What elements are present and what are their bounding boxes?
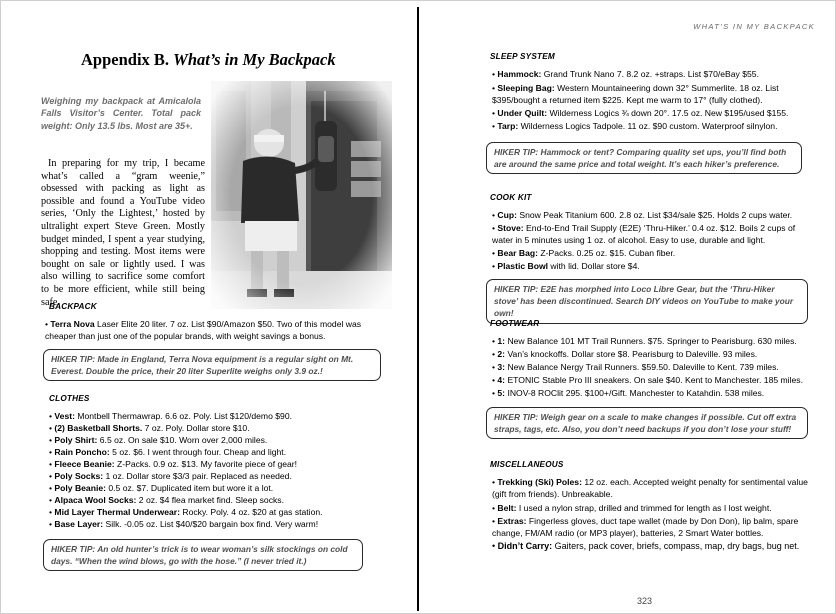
item-name: 5: [497,388,506,398]
list-item: • Didn’t Carry: Gaiters, pack cover, briefs, compass, map, dry bags, bug net. [492,541,800,551]
item-name: Terra Nova [50,319,95,329]
title-main: Appendix B. [81,50,174,69]
photo-caption: Weighing my backpack at Amicalola Falls Visitor’s Center. Total pack weight: Only 13.5 lbs. Most are 35+. [41,96,201,131]
item-name: 2: [497,349,506,359]
list-item: • Sleeping Bag: Western Mountaineering down 32° Summerlite. 18 oz. List $395/bought a returned item $225. Kept me warm to 17° (fully clothed). [492,83,779,105]
item-text: Rocky. Poly. 4 oz. $20 at gas station. [180,507,323,517]
hiker-tip-box: HIKER TIP: An old hunter’s trick is to wear woman’s silk stockings on cold days. “When the wind blows, go with the hose.” (I never tried it.) [43,539,363,571]
item-name: Belt: [497,503,517,513]
item-text: Montbell Thermawrap. 6.6 oz. Poly. List $120/demo $90. [74,411,292,421]
page-title [81,50,361,70]
clothes-heading: CLOTHES [49,394,90,403]
list-item: • Fleece Beanie: Z-Packs. 0.9 oz. $13. My favorite piece of gear! [49,459,298,469]
item-name: Didn’t Carry: [497,541,553,551]
item-name: Tarp: [497,121,519,131]
item-name: Sleeping Bag: [497,83,555,93]
item-name: Rain Poncho: [54,447,110,457]
list-item: • Mid Layer Thermal Underwear: Rocky. Poly. 4 oz. $20 at gas station. [49,507,323,517]
list-item: • 4: ETONIC Stable Pro III sneakers. On sale $40. Kent to Manchester. 185 miles. [492,375,803,385]
list-item: • 1: New Balance 101 MT Trail Runners. $75. Springer to Pearisburg. 630 miles. [492,336,797,346]
item-text: 7 oz. Poly. Dollar store $10. [142,423,250,433]
list-item: • Poly Beanie: 0.5 oz. $7. Duplicated item but wore it a lot. [49,483,274,493]
item-text: End-to-End Trail Supply (E2E) ‘Thru-Hiker.’ 0.4 oz. $12. Boils 2 cups of water in 5 minutes using 1 oz. of alcohol. Easy to use, durable and light. [492,223,796,245]
list-item: • Cup: Snow Peak Titanium 600. 2.8 oz. List $34/sale $25. Holds 2 cups water. [492,210,793,220]
item-name: Alpaca Wool Socks: [54,495,137,505]
list-item: • Alpaca Wool Socks: 2 oz. $4 flea market find. Sleep socks. [49,495,284,505]
item-text: Silk. -0.05 oz. List $40/$20 bargain box find. Very warm! [103,519,319,529]
list-item: • Belt: I used a nylon strap, drilled and trimmed for length as I lost weight. [492,503,772,513]
hiker-tip-box: HIKER TIP: Made in England, Terra Nova equipment is a regular sight on Mt. Everest. Double the price, their 20 liter Superlite weighs only 3.9 oz.! [43,349,381,381]
item-text: 6.5 oz. On sale $10. Worn over 2,000 miles. [97,435,268,445]
item-name: Poly Socks: [54,471,104,481]
footwear-heading: FOOTWEAR [490,319,540,328]
list-item: • Vest: Montbell Thermawrap. 6.6 oz. Poly. List $120/demo $90. [49,411,292,421]
running-head: WHAT’S IN MY BACKPACK [693,22,815,31]
item-text: 2 oz. $4 flea market find. Sleep socks. [136,495,284,505]
item-text: ETONIC Stable Pro III sneakers. On sale $40. Kent to Manchester. 185 miles. [505,375,803,385]
item-name: Vest: [54,411,75,421]
cook-kit-heading: COOK KIT [490,193,532,202]
item-name: Trekking (Ski) Poles: [497,477,582,487]
backpack-heading: BACKPACK [49,302,97,311]
item-text: Fingerless gloves, duct tape wallet (made by Don Don), lip balm, spare change, FM/AM radio (or MP3 player), batteries, 2 Smart Water bottles. [492,516,799,538]
title-emphasis: What’s in My Backpack [173,50,336,69]
item-name: Extras: [497,516,527,526]
item-text: 0.5 oz. $7. Duplicated item but wore it a lot. [106,483,274,493]
item-text: Wilderness Logics Tadpole. 11 oz. $90 custom. Waterproof silnylon. [518,121,778,131]
item-text: New Balance 101 MT Trail Runners. $75. Springer to Pearisburg. 630 miles. [505,336,797,346]
item-text: Gaiters, pack cover, briefs, compass, map, dry bags, bug net. [552,541,800,551]
item-name: Stove: [497,223,524,233]
item-text: Wilderness Logics ¾ down 20°. 17.5 oz. New $195/used $155. [547,108,789,118]
list-item: • Base Layer: Silk. -0.05 oz. List $40/$20 bargain box find. Very warm! [49,519,319,529]
item-name: (2) Basketball Shorts. [54,423,143,433]
list-item: • Under Quilt: Wilderness Logics ¾ down 20°. 17.5 oz. New $195/used $155. [492,108,789,118]
item-text: New Balance Nergy Trail Runners. $59.50. Daleville to Kent. 739 miles. [505,362,779,372]
item-text: Z-Packs. 0.9 oz. $13. My favorite piece of gear! [114,459,298,469]
list-item: • Bear Bag: Z-Packs. 0.25 oz. $15. Cuban fiber. [492,248,676,258]
item-text: Z-Packs. 0.25 oz. $15. Cuban fiber. [538,248,676,258]
item-name: Cup: [497,210,517,220]
item-name: 3: [497,362,506,372]
item-name: 4: [497,375,506,385]
item-name: Under Quilt: [497,108,548,118]
left-page [1,1,417,614]
item-name: Hammock: [497,69,542,79]
item-text: 12 oz. each. Accepted weight penalty for sentimental value (gift from friends). Unbreakable. [492,477,808,499]
right-page [419,1,836,614]
list-item: • Poly Shirt: 6.5 oz. On sale $10. Worn over 2,000 miles. [49,435,268,445]
backpack-photo [211,81,392,309]
item-name: Fleece Beanie: [54,459,115,469]
miscellaneous-heading: MISCELLANEOUS [490,460,564,469]
item-name: Poly Beanie: [54,483,106,493]
hiker-tip-box: HIKER TIP: Weigh gear on a scale to make changes if possible. Cut off extra straps, tags, etc. Also, you don’t need backups if you don’t lose your stuff! [486,407,808,439]
list-item: • (2) Basketball Shorts. 7 oz. Poly. Dollar store $10. [49,423,250,433]
item-text: Snow Peak Titanium 600. 2.8 oz. List $34/sale $25. Holds 2 cups water. [516,210,793,220]
item-name: Base Layer: [54,519,104,529]
item-text: Van’s knockoffs. Dollar store $8. Pearisburg to Daleville. 93 miles. [505,349,758,359]
item-name: Bear Bag: [497,248,538,258]
list-item: • 3: New Balance Nergy Trail Runners. $59.50. Daleville to Kent. 739 miles. [492,362,779,372]
list-item: • 2: Van’s knockoffs. Dollar store $8. Pearisburg to Daleville. 93 miles. [492,349,758,359]
list-item: • Hammock: Grand Trunk Nano 7. 8.2 oz. +straps. List $70/eBay $55. [492,69,759,79]
item-text: 5 oz. $6. I went through four. Cheap and light. [109,447,287,457]
sleep-system-heading: SLEEP SYSTEM [490,52,555,61]
list-item: • 5: INOV-8 ROClit 295. $100+/Gift. Manchester to Katahdin. 538 miles. [492,388,765,398]
item-name: Mid Layer Thermal Underwear: [54,507,181,517]
item-text: Grand Trunk Nano 7. 8.2 oz. +straps. List $70/eBay $55. [541,69,759,79]
list-item: • Stove: End-to-End Trail Supply (E2E) ‘Thru-Hiker.’ 0.4 oz. $12. Boils 2 cups of water in 5 minutes using 1 oz. of alcohol. Easy to use, durable and light. [492,223,796,245]
hiker-weighing-backpack-photo [211,81,392,309]
item-name: Plastic Bowl [497,261,549,271]
list-item: • Poly Socks: 1 oz. Dollar store $3/3 pair. Replaced as needed. [49,471,292,481]
item-text: I used a nylon strap, drilled and trimmed for length as I lost weight. [516,503,772,513]
page-number: 323 [637,596,653,606]
item-text: with lid. Dollar store $4. [548,261,640,271]
item-text: 1 oz. Dollar store $3/3 pair. Replaced as needed. [103,471,292,481]
list-item: • Trekking (Ski) Poles: 12 oz. each. Accepted weight penalty for sentimental value (gift from friends). Unbreakable. [492,477,808,499]
hiker-tip-box: HIKER TIP: Hammock or tent? Comparing quality set ups, you’ll find both are around the same price and total weight. It’s each hiker’s preference. [486,142,802,174]
list-item: • Tarp: Wilderness Logics Tadpole. 11 oz. $90 custom. Waterproof silnylon. [492,121,778,131]
list-item: • Extras: Fingerless gloves, duct tape wallet (made by Don Don), lip balm, spare change, FM/AM radio (or MP3 player), batteries, 2 Smart Water bottles. [492,516,799,538]
item-text: INOV-8 ROClit 295. $100+/Gift. Manchester to Katahdin. 538 miles. [505,388,765,398]
item-name: 1: [497,336,506,346]
item-name: Poly Shirt: [54,435,98,445]
list-item: • Plastic Bowl with lid. Dollar store $4. [492,261,640,271]
item-text: Laser Elite 20 liter. 7 oz. List $90/Amazon $50. Two of this model was cheaper than just one of the popular brands, with weight savings a bonus. [45,319,362,341]
item-text: Western Mountaineering down 32° Summerlite. 18 oz. List $395/bought a returned item $225. Kept me warm to 17° (fully clothed). [492,83,779,105]
hiker-tip-box: HIKER TIP: E2E has morphed into Loco Libre Gear, but the ‘Thru-Hiker stove’ has been discontinued. Search DIY videos on YouTube to make your own! [486,279,808,324]
intro-paragraph: In preparing for my trip, I became what’s called a “gram weenie,” obsessed with packing as light as possible and found a YouTube video series, ‘Only the Lightest,’ hosted by ultralight expert Steve Green. Mostly budget minded, I spent a year studying, shopping and testing. Most items were bought on sale or lightly used. I was also willing to sacrifice some comfort to be more efficient, while still being safe. [41,158,205,308]
list-item: • Terra Nova Laser Elite 20 liter. 7 oz. List $90/Amazon $50. Two of this model was cheaper than just one of the popular brands, with weight savings a bonus. [45,319,362,341]
list-item: • Rain Poncho: 5 oz. $6. I went through four. Cheap and light. [49,447,287,457]
